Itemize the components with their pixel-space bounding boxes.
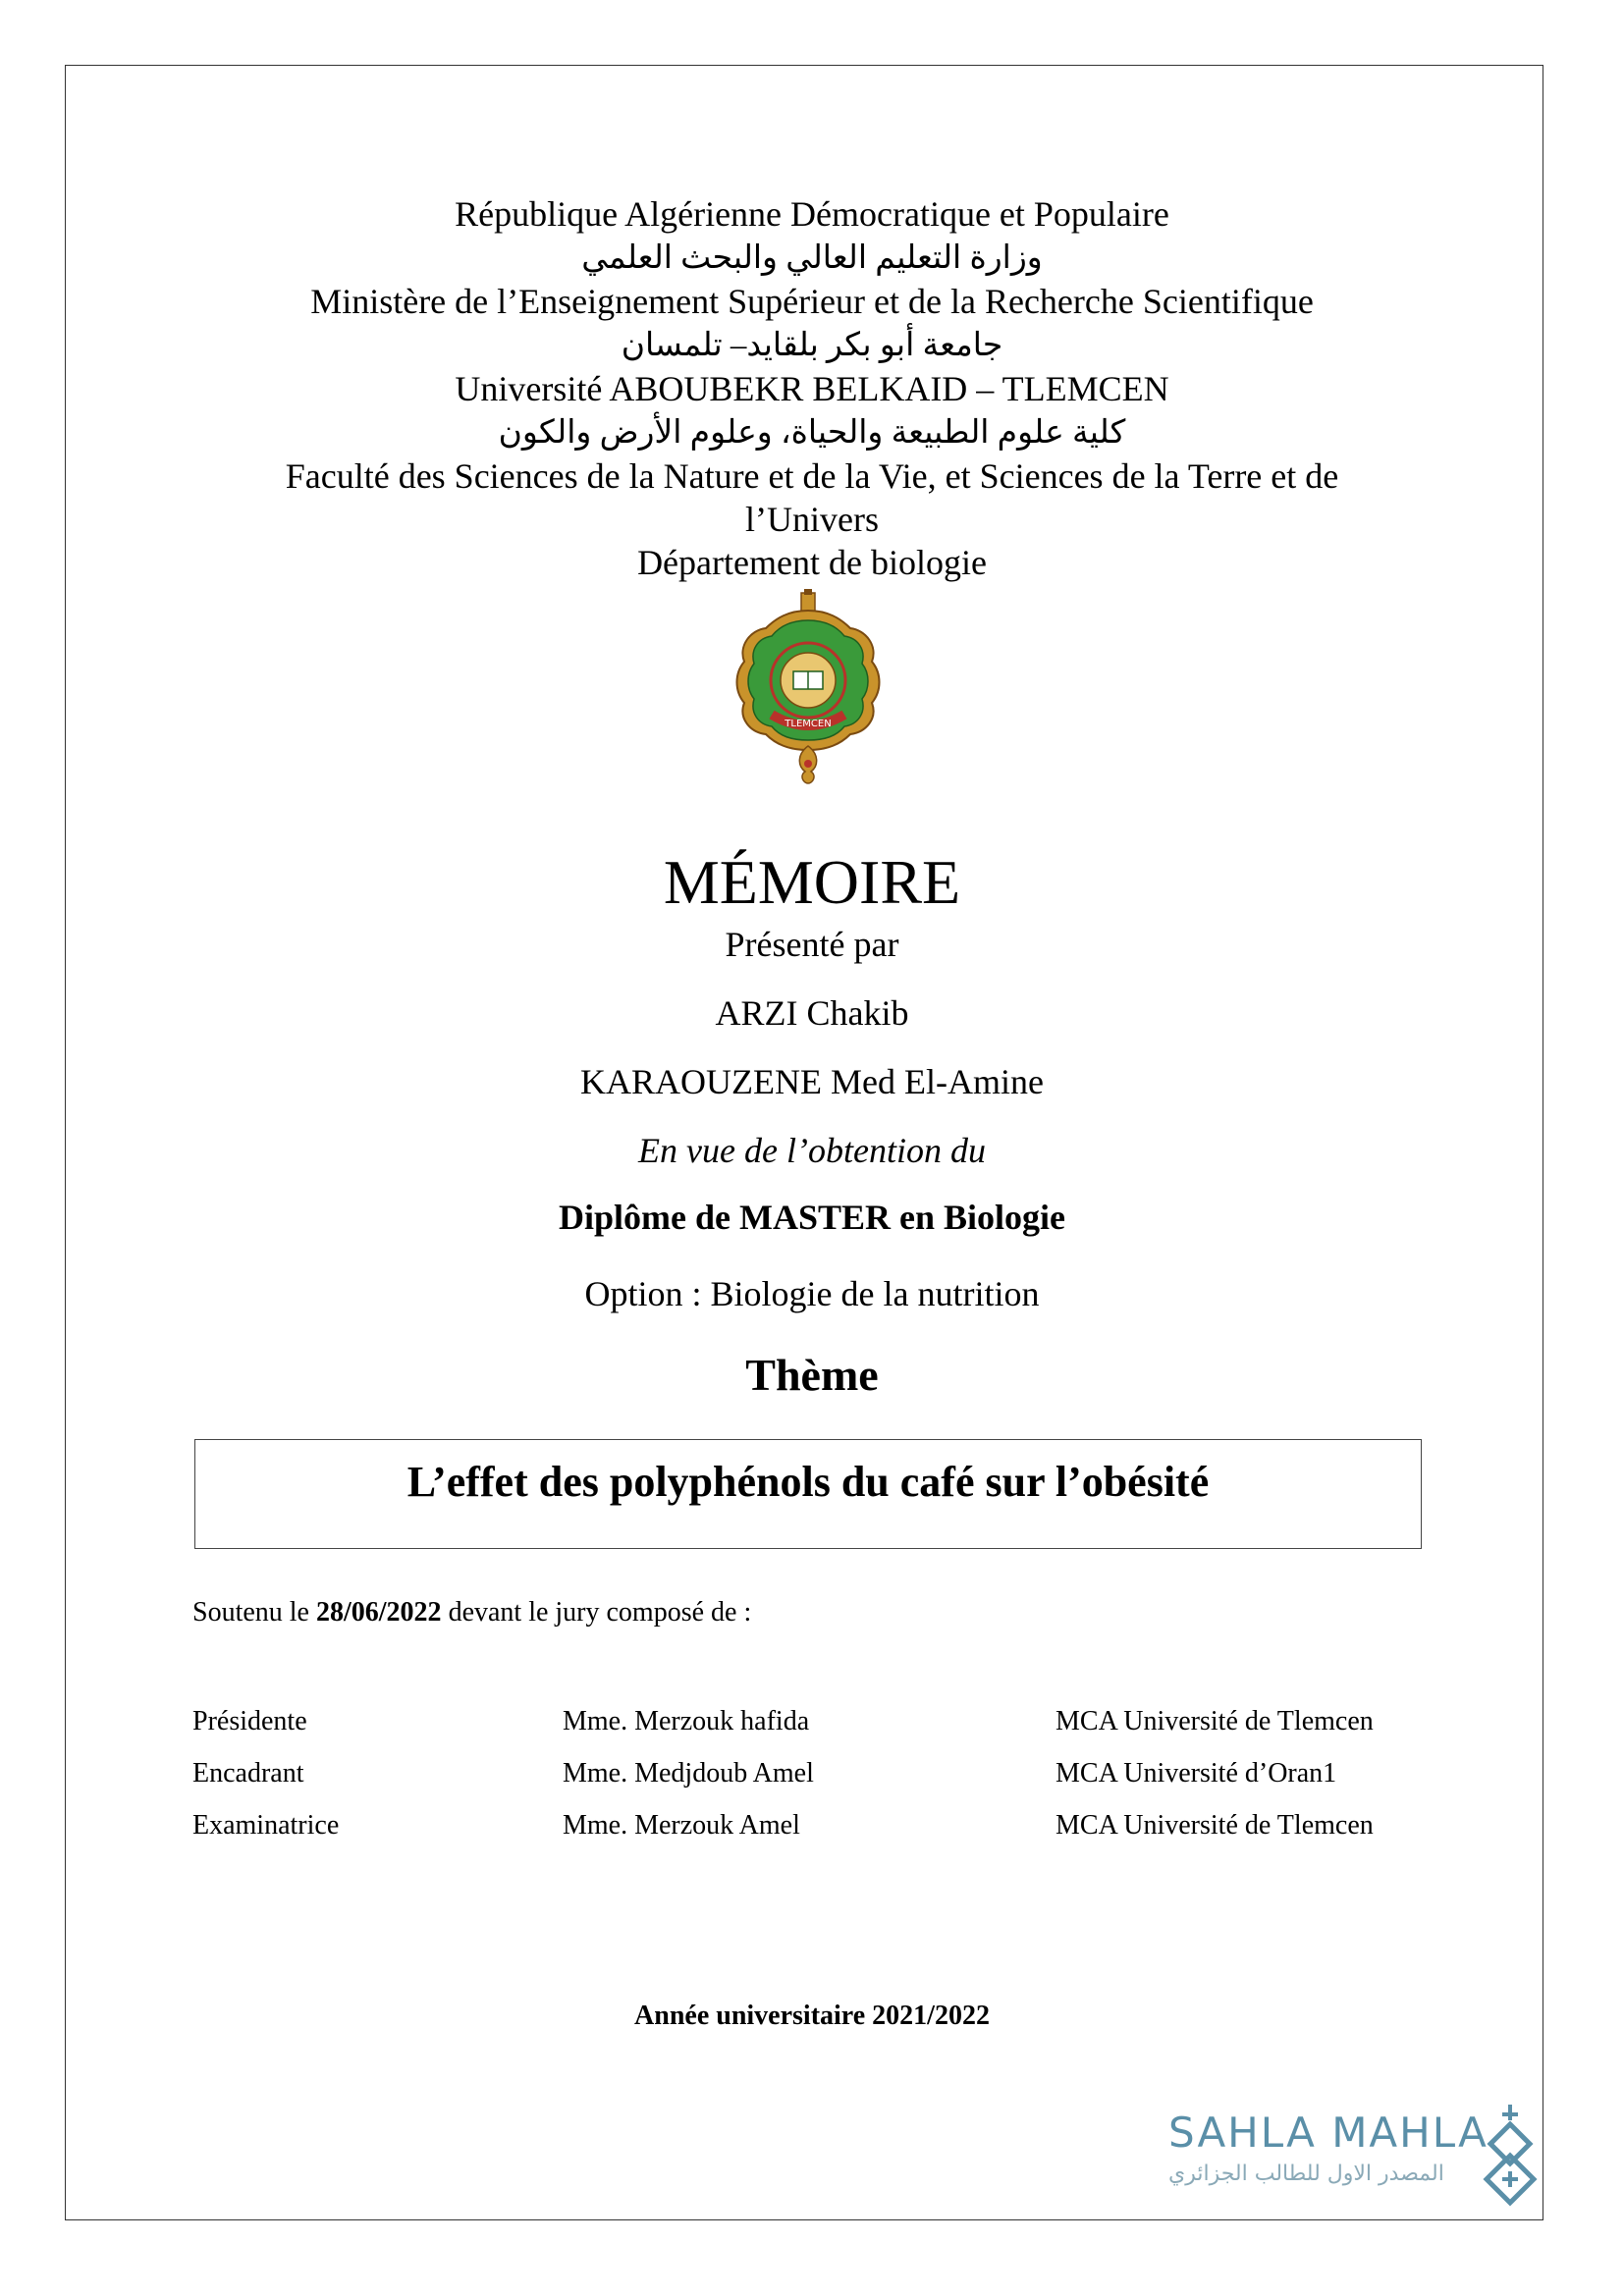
theme-label: Thème xyxy=(745,1350,879,1400)
header-university-ar: جامعة أبو بكر بلقايد– تلمسان xyxy=(621,328,1003,363)
presented-by: Présenté par xyxy=(725,925,899,964)
jury-affiliation-1: MCA Université de Tlemcen xyxy=(1056,1706,1374,1736)
defense-date: 28/06/2022 xyxy=(316,1597,442,1628)
diploma-text: Diplôme de MASTER en Biologie xyxy=(558,1198,1065,1237)
jury-affiliation-3: MCA Université de Tlemcen xyxy=(1056,1810,1374,1841)
theme-title: L’effet des polyphénols du café sur l’obésité xyxy=(406,1458,1210,1506)
jury-name-1: Mme. Merzouk hafida xyxy=(563,1706,810,1736)
author-1: ARZI Chakib xyxy=(715,993,909,1033)
calligraphy-icon xyxy=(1481,2101,1540,2209)
emblem-banner-text: TLEMCEN xyxy=(785,719,832,729)
header-university: Université ABOUBEKR BELKAID – TLEMCEN xyxy=(455,369,1169,408)
jury-role-3: Examinatrice xyxy=(192,1810,340,1841)
header-ministry-ar: وزارة التعليم العالي والبحث العلمي xyxy=(581,240,1043,276)
jury-affiliation-2: MCA Université d’Oran1 xyxy=(1056,1758,1337,1789)
jury-name-3: Mme. Merzouk Amel xyxy=(563,1810,800,1841)
header-faculty-line2: l’Univers xyxy=(745,500,879,539)
obtention-text: En vue de l’obtention du xyxy=(638,1131,986,1170)
document-title: MÉMOIRE xyxy=(663,847,961,917)
defense-prefix: Soutenu le xyxy=(192,1597,309,1628)
watermark-subtitle: المصدر الاول للطالب الجزائري xyxy=(1168,2162,1444,2186)
header-department: Département de biologie xyxy=(637,543,987,582)
author-2: KARAOUZENE Med El-Amine xyxy=(580,1062,1044,1101)
defense-suffix: devant le jury composé de : xyxy=(448,1597,752,1628)
option-text: Option : Biologie de la nutrition xyxy=(584,1274,1040,1313)
sahla-mahla-watermark xyxy=(1168,2101,1542,2209)
header-ministry: Ministère de l’Enseignement Supérieur et de la Recherche Scientifique xyxy=(310,282,1314,321)
jury-role-1: Présidente xyxy=(192,1706,307,1736)
watermark-title: SAHLA MAHLA xyxy=(1168,2109,1489,2157)
academic-year: Année universitaire 2021/2022 xyxy=(634,2001,990,2031)
defense-line xyxy=(192,1596,751,1629)
jury-name-2: Mme. Medjdoub Amel xyxy=(563,1758,814,1789)
header-republic: République Algérienne Démocratique et Populaire xyxy=(455,194,1169,234)
university-emblem-logo xyxy=(734,589,882,785)
header-faculty-ar: كلية علوم الطبيعة والحياة، وعلوم الأرض والكون xyxy=(498,415,1126,451)
header-faculty-line1: Faculté des Sciences de la Nature et de la Vie, et Sciences de la Terre et de xyxy=(285,456,1339,496)
jury-role-2: Encadrant xyxy=(192,1758,304,1789)
